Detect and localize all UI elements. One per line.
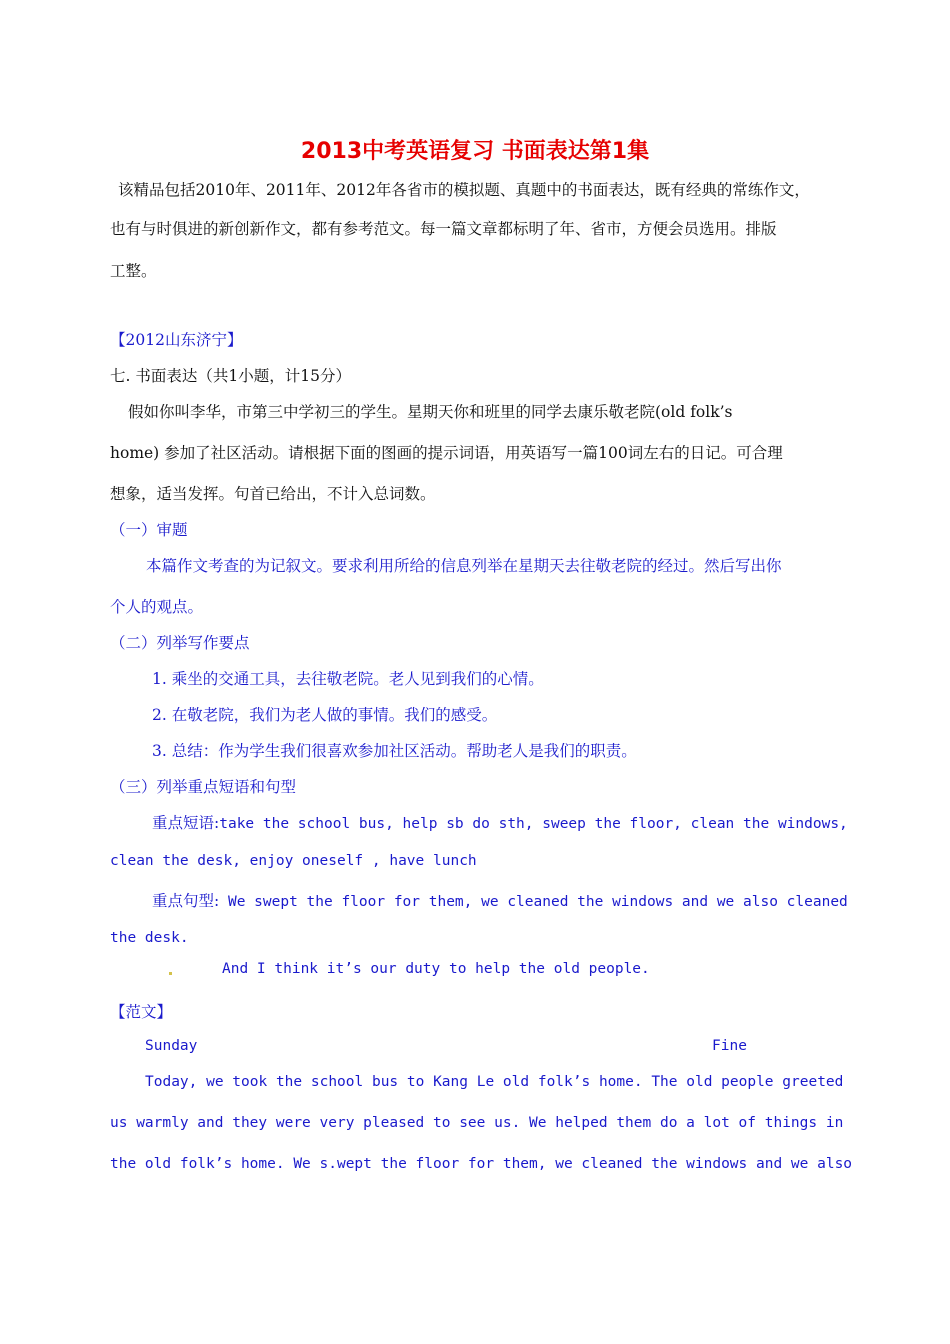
model-line-3: the old folk’s home. We s.wept the floor for them, we cleaned the windows and we also bbox=[110, 1156, 853, 1172]
point-item: 1. 乘坐的交通工具，去往敬老院。老人见到我们的心情。 bbox=[152, 670, 544, 688]
model-line-2: us warmly and they were very pleased to see us. We helped them do a lot of things in bbox=[110, 1115, 844, 1131]
phrase-line-2: clean the desk, enjoy oneself , have lunch bbox=[110, 853, 477, 869]
model-day: Sunday bbox=[145, 1038, 198, 1054]
points-heading: （二）列举写作要点 bbox=[110, 634, 250, 652]
point-item: 3. 总结：作为学生我们很喜欢参加社区活动。帮助老人是我们的职责。 bbox=[152, 742, 637, 760]
phrase-line-1 bbox=[152, 811, 848, 833]
stray-mark bbox=[169, 972, 172, 975]
section-heading: 七. 书面表达（共1小题，计15分） bbox=[110, 367, 351, 385]
point-item: 2. 在敬老院，我们为老人做的事情。我们的感受。 bbox=[152, 706, 498, 724]
analysis-line-1: 本篇作文考查的为记叙文。要求利用所给的信息列举在星期天去往敬老院的经过。然后写出你 bbox=[146, 557, 782, 575]
model-heading: 【范文】 bbox=[110, 1003, 173, 1021]
phrase-label: 重点短语: bbox=[152, 814, 220, 832]
phrases-heading: （三）列举重点短语和句型 bbox=[110, 778, 297, 796]
sentence-line-1 bbox=[152, 889, 848, 911]
prompt-line-1: 假如你叫李华，市第三中学初三的学生。星期天你和班里的同学去康乐敬老院(old folk’s bbox=[128, 403, 733, 421]
model-weather: Fine bbox=[712, 1038, 747, 1054]
prompt-line-2: home) 参加了社区活动。请根据下面的图画的提示词语，用英语写一篇100词左右的日记。可合理 bbox=[110, 444, 783, 462]
analysis-line-2: 个人的观点。 bbox=[110, 598, 204, 616]
page-title: 2013中考英语复习 书面表达第1集 bbox=[300, 139, 650, 164]
model-line-1: Today, we took the school bus to Kang Le old folk’s home. The old people greeted bbox=[145, 1074, 844, 1090]
source-tag: 【2012山东济宁】 bbox=[110, 331, 243, 349]
sentence-line-3: And I think it’s our duty to help the old people. bbox=[222, 961, 650, 977]
intro-line-2: 也有与时俱进的新创新作文，都有参考范文。每一篇文章都标明了年、省市，方便会员选用。排版 bbox=[110, 220, 777, 238]
sentence-text: We swept the floor for them, we cleaned the windows and we also cleaned bbox=[219, 894, 848, 910]
analysis-heading: （一）审题 bbox=[110, 521, 188, 539]
prompt-line-3: 想象，适当发挥。句首已给出，不计入总词数。 bbox=[110, 485, 436, 503]
sentence-line-2: the desk. bbox=[110, 930, 189, 946]
sentence-label: 重点句型: bbox=[152, 892, 220, 910]
intro-line-1: 该精品包括2010年、2011年、2012年各省市的模拟题、真题中的书面表达，既有经典的常练作文， bbox=[118, 181, 810, 199]
phrase-text: take the school bus, help sb do sth, sweep the floor, clean the windows, bbox=[219, 816, 848, 832]
intro-line-3: 工整。 bbox=[110, 262, 157, 280]
